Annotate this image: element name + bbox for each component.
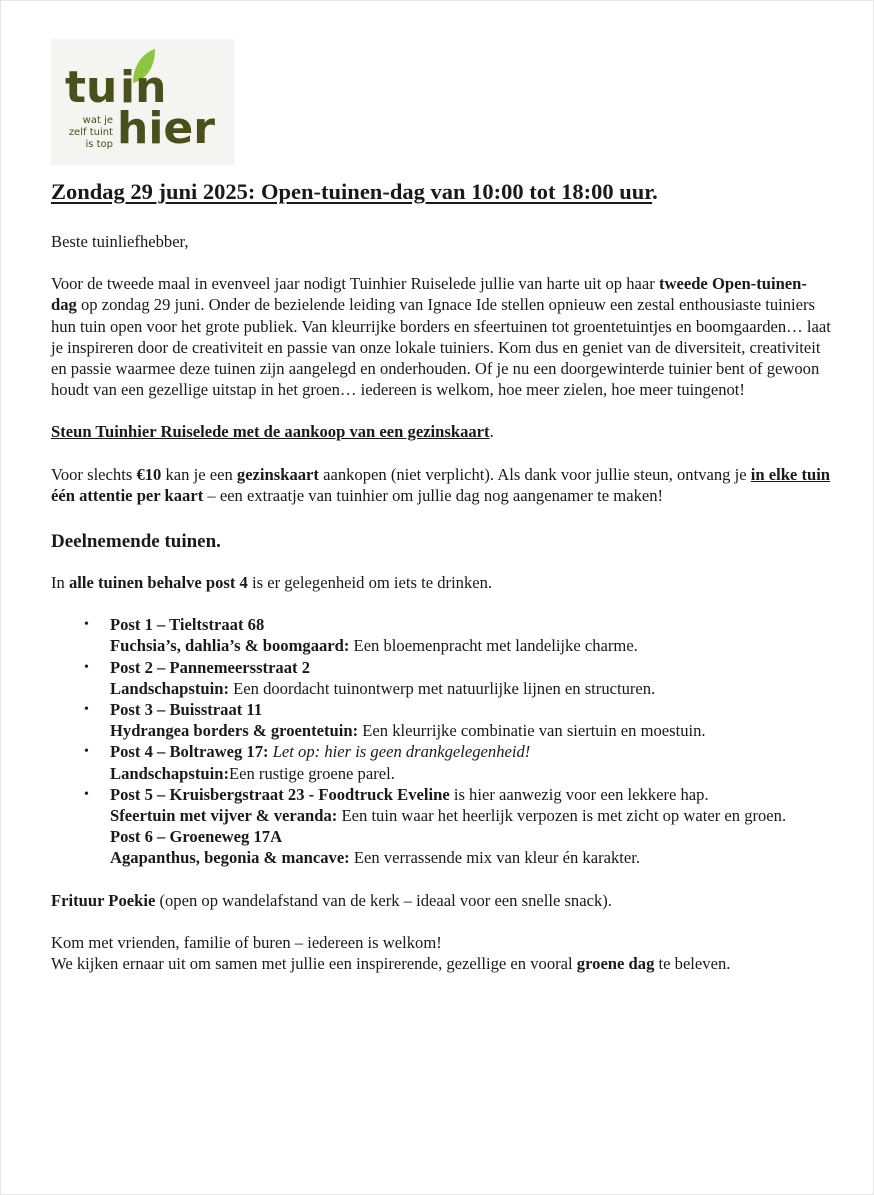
post-title: Post 3 – Buisstraat 11 [110,700,263,720]
post-title: Post 1 – Tieltstraat 68 [110,615,265,635]
post-title: Post 5 – Kruisbergstraat 23 - Foodtruck Eveline [110,784,450,804]
post-subtitle: Hydrangea borders & groentetuin: [110,721,359,741]
logo-tagline-3: is top [85,139,113,150]
page-title: Zondag 29 juni 2025: Open-tuinen-dag van 10:00 tot 18:00 uur. [51,179,658,204]
post-description: Een rustige groene parel. [228,763,395,783]
list-item [84,657,831,699]
post-title: Post 2 – Pannemeersstraat 2 [110,657,311,677]
post-description: Een tuin waar het heerlijk verpozen is met zicht op water en groen. [337,806,787,826]
post-note: Let op: hier is geen drankgelegenheid! [268,742,531,762]
post-title: Post 6 – Groeneweg 17A [110,827,283,847]
bullet-icon: • [84,659,89,675]
list-item [84,741,831,783]
support-heading: Steun Tuinhier Ruiselede met de aankoop van een gezinskaart. [51,422,494,442]
bullet-icon: • [84,617,89,633]
post-description: Een kleurrijke combinatie van siertuin en moestuin. [358,721,706,741]
intro-paragraph: Voor de tweede maal in evenveel jaar nodigt Tuinhier Ruiselede jullie van harte uit op haar tweede Open-tuinen-dag op zondag 29 juni. Onder de bezielende leiding van Ignace Ide stellen opnieuw een zestal enthousiaste tuiniers hun tuin open voor het grote publiek. Van kleurrijke borders en sfeertuinen tot groentetuintjes en boomgaarden… laat je inspireren door de creativiteit en passie van onze lokale tuiniers. Kom dus en geniet van de diversiteit, creativiteit en passie waarmee deze tuinen zijn aangelegd en onderhouden. Of je nu een doorgewinterde tuinier bent of gewoon houdt van een gezellige uitstap in het groen… iedereen is welkom, hoe meer zielen, hoe meer tuingenot! [51,274,831,400]
post-title: Post 4 – Boltraweg 17: [110,742,269,762]
bullet-icon: • [84,744,89,760]
post-subtitle: Landschapstuin: [110,678,229,698]
logo-tagline-1: wat je [82,115,113,126]
page-title-text: Zondag 29 juni 2025: Open-tuinen-dag van 10:00 tot 18:00 uur [51,179,653,204]
logo-in: in [120,62,167,113]
post-subtitle: Agapanthus, begonia & mancave: [110,848,350,868]
logo-tu: tu [65,62,118,113]
letter-body [51,177,831,974]
list-item [84,699,831,741]
post-subtitle: Sfeertuin met vijver & veranda: [110,806,338,826]
post-description: Een verrassende mix van kleur én karakter. [349,848,640,868]
tuinhier-logo [51,39,234,165]
frituur-note: Frituur Poekie (open op wandelafstand van de kerk – ideaal voor een snelle snack). [51,890,612,910]
logo-hier: hier [117,103,215,154]
post-description: Een doordacht tuinontwerp met natuurlijke lijnen en structuren. [228,678,656,698]
greeting: Beste tuinliefhebber, [51,232,189,251]
garden-list [51,614,831,868]
closing-paragraph: Kom met vrienden, familie of buren – iedereen is welkom! We kijken ernaar uit om samen met jullie een inspirerende, gezellige en vooral groene dag te beleven. [51,932,731,974]
tuinhier-logo-graphic [51,39,234,165]
post-description: Een bloemenpracht met landelijke charme. [349,636,638,656]
list-item [84,784,831,869]
bullet-icon: • [84,702,89,718]
list-item [84,614,831,656]
section-heading: Deelnemende tuinen. [51,531,221,553]
price-paragraph: Voor slechts €10 kan je een gezinskaart aankopen (niet verplicht). Als dank voor jullie steun, ontvang je in elke tuin één attentie per kaart – een extraatje van tuinhier om jullie dag nog aangenamer te maken! [51,464,831,505]
logo-tagline-2: zelf tuint [68,127,113,138]
drinks-note: In alle tuinen behalve post 4 is er gelegenheid om iets te drinken. [51,573,493,593]
post-subtitle: Fuchsia’s, dahlia’s & boomgaard: [110,636,350,656]
post-title-after: is hier aanwezig voor een lekkere hap. [449,784,709,804]
bullet-icon: • [84,786,89,802]
post-subtitle: Landschapstuin: [110,763,229,783]
